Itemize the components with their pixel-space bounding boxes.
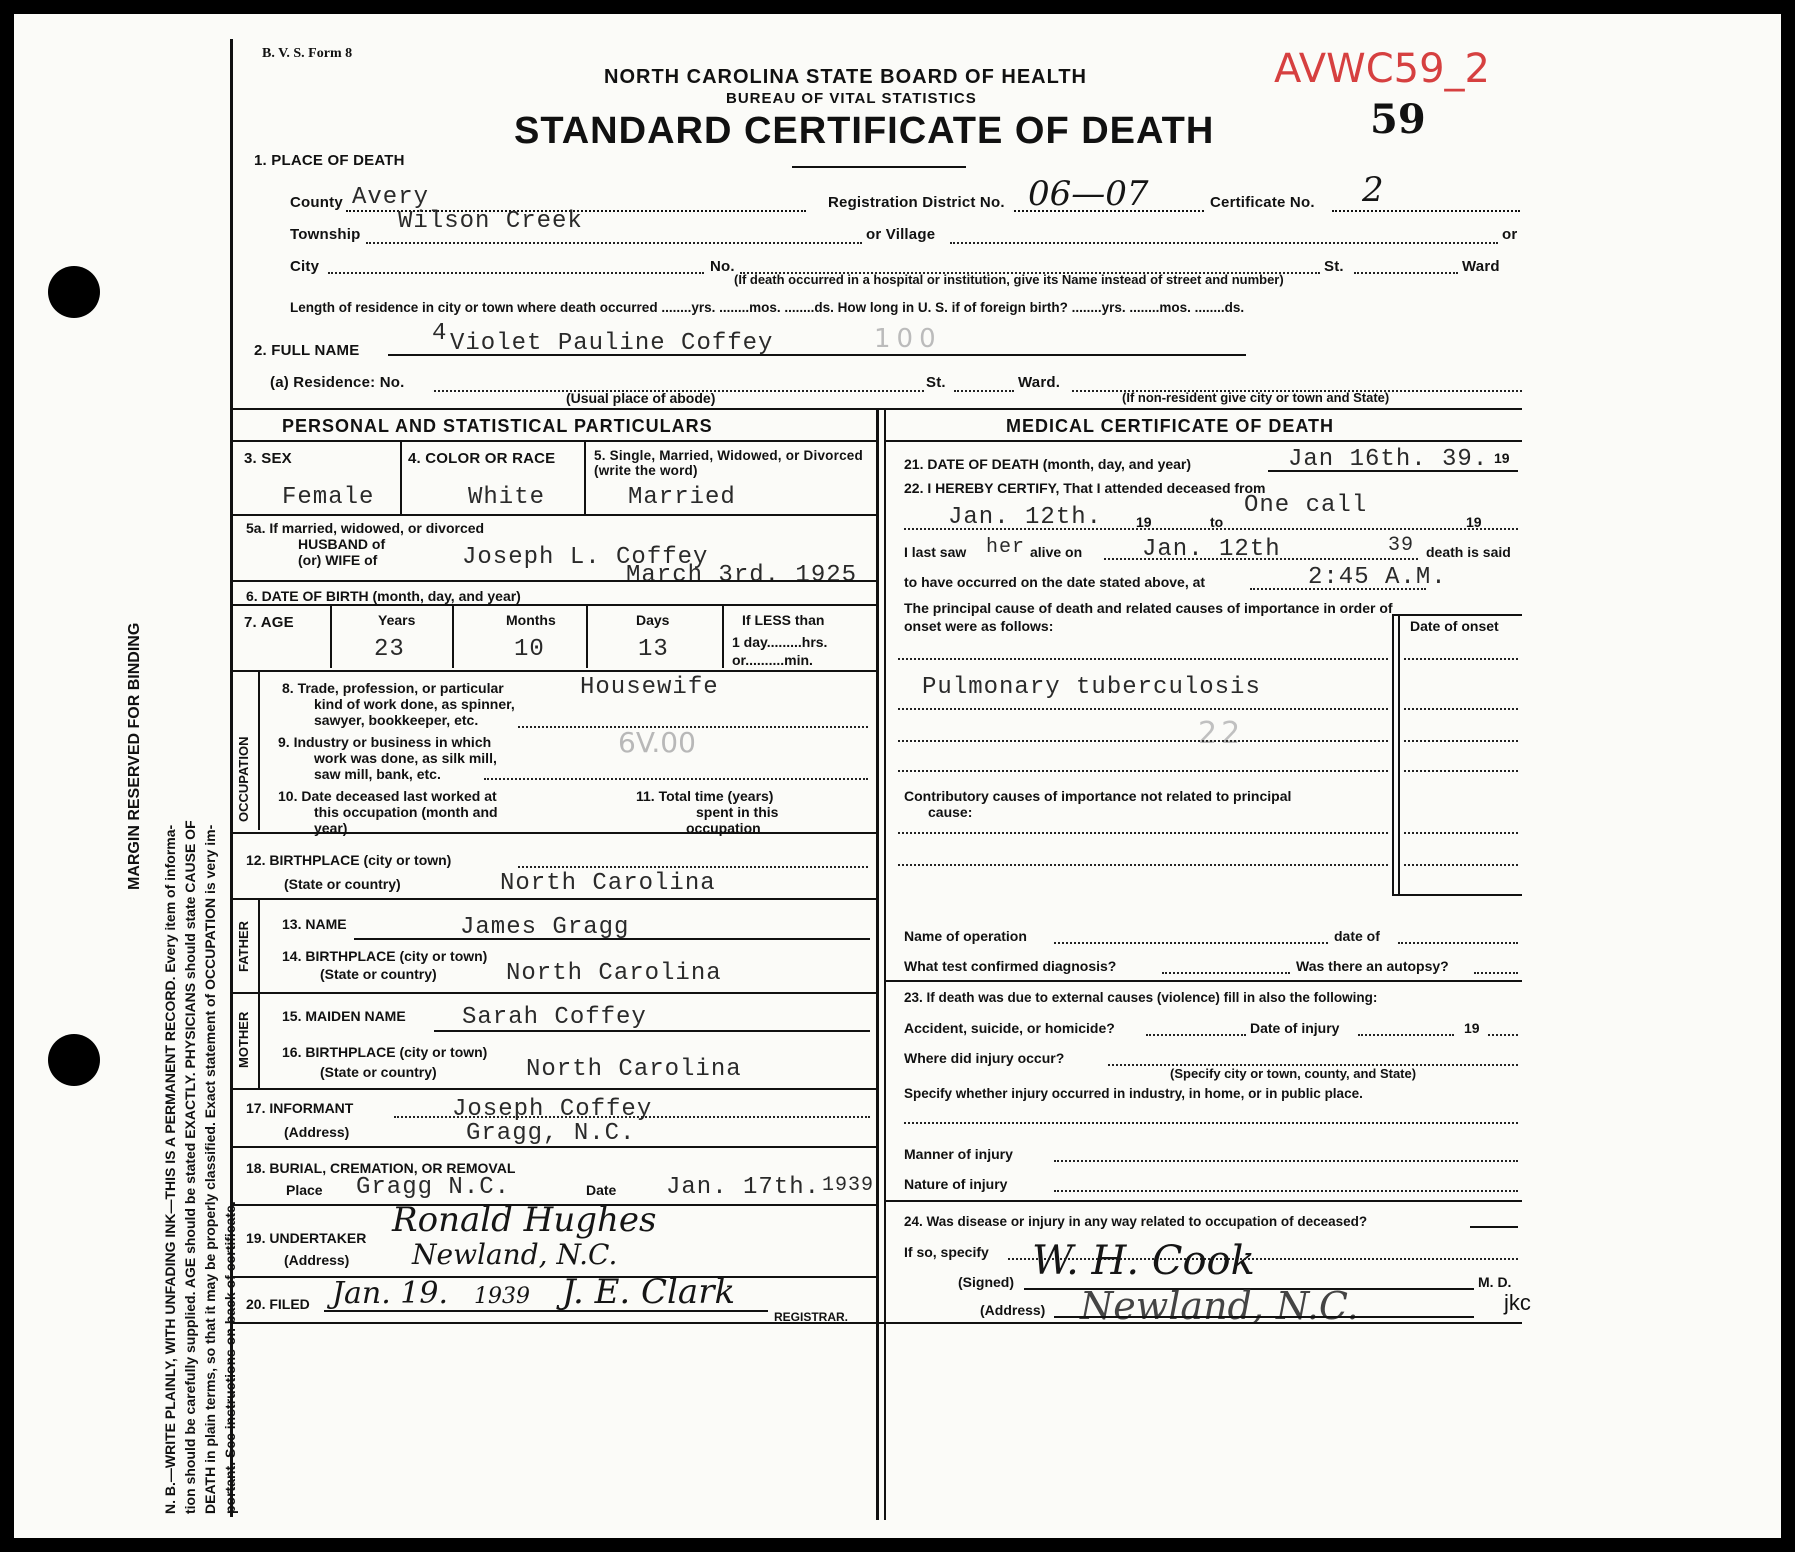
residence-st-line xyxy=(954,390,1014,392)
mother-maiden-label: 15. MAIDEN NAME xyxy=(282,1008,406,1024)
attended-from: Jan. 12th. xyxy=(948,504,1103,531)
age-divider-1 xyxy=(452,606,454,668)
birthplace-city-line xyxy=(518,866,868,868)
burial-label: 18. BURIAL, CREMATION, OR REMOVAL xyxy=(246,1160,516,1176)
hospital-note: (If death occurred in a hospital or institution, give its Name instead of street and number) xyxy=(734,272,1284,287)
age-label: 7. AGE xyxy=(244,614,294,631)
physician-address-label: (Address) xyxy=(980,1302,1046,1318)
contrib-line-1 xyxy=(898,832,1388,834)
city-label: City xyxy=(290,258,320,275)
last-saw-year: 39 xyxy=(1388,534,1415,557)
father-name-line xyxy=(354,938,870,940)
margin-instructions-3: DEATH in plain terms, so that it may be properly classified. Exact statement of OCCUPATION is very im- xyxy=(202,824,218,1514)
death-said-label: death is said xyxy=(1426,544,1511,560)
dod-line xyxy=(1268,470,1518,472)
initials: jkc xyxy=(1504,1290,1531,1315)
op-date-label: date of xyxy=(1334,928,1380,944)
name-code: 100 xyxy=(874,324,942,354)
county-value: Avery xyxy=(352,184,430,211)
margin-instructions-2: tion should be carefully supplied. AGE should be stated EXACTLY. PHYSICIANS should state CAUSE OF xyxy=(182,820,198,1514)
city-line xyxy=(328,272,704,274)
township-line xyxy=(366,242,862,244)
to-label: to xyxy=(1210,514,1224,530)
marital-value: Married xyxy=(628,484,736,511)
sex-value: Female xyxy=(282,484,375,511)
race-label: 4. COLOR OR RACE xyxy=(408,450,556,467)
dod-value: Jan 16th. 39. xyxy=(1288,446,1489,473)
mother-birthplace-label: 16. BIRTHPLACE (city or town) xyxy=(282,1044,488,1060)
cause-code: 22 xyxy=(1198,716,1245,751)
personal-header: PERSONAL AND STATISTICAL PARTICULARS xyxy=(282,416,713,436)
informant-value: Joseph Coffey xyxy=(452,1096,653,1123)
residence-label: (a) Residence: No. xyxy=(270,374,405,391)
last-worked-label-2: this occupation (month and xyxy=(314,804,498,820)
informant-label: 17. INFORMANT xyxy=(246,1100,354,1116)
title-underline xyxy=(792,166,966,168)
occupation-line xyxy=(232,832,876,834)
time-line xyxy=(1250,588,1426,590)
form-left-border xyxy=(230,39,233,1517)
page-title: STANDARD CERTIFICATE OF DEATH xyxy=(514,110,1215,152)
md-label: M. D. xyxy=(1478,1274,1512,1290)
total-time-label-3: occupation xyxy=(686,820,761,836)
certificate-line xyxy=(1332,210,1520,212)
full-name-label: 2. FULL NAME xyxy=(254,342,360,359)
contrib-line-2 xyxy=(898,864,1388,866)
occupation-question-line xyxy=(1470,1226,1518,1228)
specify-label: If so, specify xyxy=(904,1244,989,1260)
name-mark: 4 xyxy=(432,320,448,347)
village-line xyxy=(950,242,1498,244)
father-line xyxy=(232,992,876,994)
contrib-onset-1 xyxy=(1404,832,1518,834)
row-3-line xyxy=(232,514,876,516)
age-line xyxy=(232,670,876,672)
form-id: B. V. S. Form 8 xyxy=(262,46,353,61)
margin-instructions-4: portant. See instructions on back of certificate. xyxy=(222,1201,238,1514)
mother-line xyxy=(232,1088,876,1090)
registrar-label: REGISTRAR. xyxy=(774,1310,849,1324)
birthplace-state-label: (State or country) xyxy=(284,876,401,892)
certificate-value: 2 xyxy=(1362,170,1384,210)
marital-label: 5. Single, Married, Widowed, or Divorced (write the word) xyxy=(594,448,863,478)
mother-maiden-line xyxy=(434,1030,870,1032)
medical-mid-line xyxy=(884,980,1522,982)
registrar-signature: J. E. Clark xyxy=(562,1272,736,1312)
sex-divider xyxy=(400,442,402,514)
last-saw-label-2: alive on xyxy=(1030,544,1083,560)
injury-place-note: (Specify city or town, county, and State) xyxy=(1170,1066,1417,1081)
years-label: Years xyxy=(378,612,416,628)
mother-state-label: (State or country) xyxy=(320,1064,437,1080)
industry-label-3: saw mill, bank, etc. xyxy=(314,766,441,782)
death-certificate-page xyxy=(14,14,1781,1538)
undertaker-value: Ronald Hughes xyxy=(392,1200,657,1240)
spouse-label-2: HUSBAND of xyxy=(298,536,386,552)
to-nineteen: 19 xyxy=(1466,514,1482,530)
burial-date-label: Date xyxy=(586,1182,617,1198)
last-saw-date: Jan. 12th xyxy=(1142,536,1281,563)
margin-instructions-1: N. B.—WRITE PLAINLY, WITH UNFADING INK—THIS IS A PERMANENT RECORD. Every item of informa- xyxy=(162,824,178,1514)
onset-divider-2 xyxy=(1398,614,1400,894)
informant-address-label: (Address) xyxy=(284,1124,350,1140)
or-label: or xyxy=(1502,226,1518,243)
onset-line-2 xyxy=(1404,708,1518,710)
manner-label: Manner of injury xyxy=(904,1146,1013,1162)
occupation-question: 24. Was disease or injury in any way related to occupation of deceased? xyxy=(904,1214,1368,1229)
father-name-label: 13. NAME xyxy=(282,916,347,932)
test-label: What test confirmed diagnosis? xyxy=(904,958,1117,974)
industry-label-1: 9. Industry or business in which xyxy=(278,734,492,750)
informant-address-value: Gragg, N.C. xyxy=(466,1120,636,1147)
certificate-label: Certificate No. xyxy=(1210,194,1315,211)
nature-line xyxy=(1054,1190,1518,1192)
burial-date-value: Jan. 17th. xyxy=(666,1174,821,1201)
father-birthplace-label: 14. BIRTHPLACE (city or town) xyxy=(282,948,488,964)
father-name-value: James Gragg xyxy=(460,914,630,941)
dob-label: 6. DATE OF BIRTH (month, day, and year) xyxy=(246,588,521,604)
age-divider-2 xyxy=(586,606,588,668)
total-time-label-1: 11. Total time (years) xyxy=(636,788,774,804)
trade-label-2: kind of work done, as spinner, xyxy=(314,696,515,712)
burial-year-value: 1939 xyxy=(822,1174,875,1197)
township-value: Wilson Creek xyxy=(398,208,583,235)
race-divider xyxy=(584,442,586,514)
last-saw-line xyxy=(1104,558,1418,560)
district-label: Registration District No. xyxy=(828,194,1005,211)
trade-value: Housewife xyxy=(580,674,719,701)
operation-label: Name of operation xyxy=(904,928,1027,944)
injury-date-label: Date of injury xyxy=(1250,1020,1340,1036)
medical-header-line xyxy=(884,440,1522,442)
onset-line-4 xyxy=(1404,770,1518,772)
onset-divider xyxy=(1392,614,1394,894)
manner-line xyxy=(1054,1160,1518,1162)
sex-label: 3. SEX xyxy=(244,450,292,467)
signed-label: (Signed) xyxy=(958,1274,1014,1290)
archive-id: AVWC59_2 xyxy=(1274,46,1490,92)
full-name-value: Violet Pauline Coffey xyxy=(450,330,774,357)
nonresident-note: (If non-resident give city or town and State) xyxy=(1122,390,1390,405)
industry-label-2: work was done, as silk mill, xyxy=(314,750,497,766)
injury-place-label: Where did injury occur? xyxy=(904,1050,1065,1066)
from-nineteen: 19 xyxy=(1136,514,1152,530)
undertaker-label: 19. UNDERTAKER xyxy=(246,1230,367,1246)
autopsy-line xyxy=(1474,972,1518,974)
onset-top-line xyxy=(1392,614,1522,616)
spouse-label-1: 5a. If married, widowed, or divorced xyxy=(246,520,485,536)
occupation-divider xyxy=(258,670,260,830)
township-label: Township xyxy=(290,226,361,243)
board-title: NORTH CAROLINA STATE BOARD OF HEALTH xyxy=(604,66,1088,88)
days-label: Days xyxy=(636,612,670,628)
onset-label: Date of onset xyxy=(1410,618,1499,634)
informant-line-2 xyxy=(232,1146,876,1148)
onset-line-3 xyxy=(1404,740,1518,742)
binding-hole-bottom xyxy=(48,1034,100,1086)
contrib-onset-2 xyxy=(1404,864,1518,866)
race-value: White xyxy=(468,484,546,511)
street-no-label: No. xyxy=(710,258,735,275)
dob-value: March 3rd. 1925 xyxy=(626,562,858,589)
attended-line xyxy=(904,528,1518,530)
birthplace-line xyxy=(232,898,876,900)
burial-place-value: Gragg N.C. xyxy=(356,1174,511,1201)
father-state-label: (State or country) xyxy=(320,966,437,982)
injury-year-line xyxy=(1488,1034,1518,1036)
contrib-label-2: cause: xyxy=(928,804,973,820)
filed-year: 1939 xyxy=(474,1284,530,1309)
time-value: 2:45 A.M. xyxy=(1308,564,1447,591)
cause-line-1 xyxy=(898,658,1388,660)
dod-nineteen: 19 xyxy=(1494,450,1510,466)
margin-binding-note: MARGIN RESERVED FOR BINDING xyxy=(126,622,143,890)
physician-address-line xyxy=(1054,1316,1474,1318)
external-label: 23. If death was due to external causes (violence) fill in also the following: xyxy=(904,990,1378,1005)
mother-birthplace-value: North Carolina xyxy=(526,1056,742,1083)
filed-line xyxy=(324,1310,768,1312)
personal-header-line xyxy=(232,440,876,442)
residence-st-label: St. xyxy=(926,374,946,391)
residence-ward-label: Ward. xyxy=(1018,374,1061,391)
cause-line-4 xyxy=(898,770,1388,772)
accident-line xyxy=(1146,1034,1246,1036)
op-date-line xyxy=(1398,942,1518,944)
informant-line xyxy=(394,1116,870,1118)
abode-note: (Usual place of abode) xyxy=(566,390,716,406)
months-label: Months xyxy=(506,612,556,628)
cause-box-bottom xyxy=(1392,894,1522,896)
medical-lower-line xyxy=(884,1200,1522,1202)
birthplace-label: 12. BIRTHPLACE (city or town) xyxy=(246,852,452,868)
full-name-line xyxy=(388,354,1246,356)
cause-intro-2: onset were as follows: xyxy=(904,618,1054,634)
nature-label: Nature of injury xyxy=(904,1176,1008,1192)
industry-line xyxy=(484,778,868,780)
district-value: 06—07 xyxy=(1028,174,1149,214)
village-label: or Village xyxy=(866,226,936,243)
cause-line-2 xyxy=(898,708,1388,710)
county-label: County xyxy=(290,194,343,211)
dod-label: 21. DATE OF DEATH (month, day, and year) xyxy=(904,456,1192,472)
form-bottom-border xyxy=(232,1322,1522,1324)
column-divider xyxy=(876,410,879,1520)
last-worked-label-1: 10. Date deceased last worked at xyxy=(278,788,497,804)
undertaker-address-value: Newland, N.C. xyxy=(412,1238,618,1271)
filed-value: Jan. 19. xyxy=(332,1276,449,1311)
burial-place-label: Place xyxy=(286,1182,323,1198)
father-birthplace-value: North Carolina xyxy=(506,960,722,987)
industry-code: 6V.00 xyxy=(618,726,696,759)
injury-date-nineteen: 19 xyxy=(1464,1020,1480,1036)
ward-label: Ward xyxy=(1462,258,1500,275)
spouse-line xyxy=(232,580,876,582)
binding-hole-top xyxy=(48,266,100,318)
injury-location-line xyxy=(904,1122,1518,1124)
last-saw-pronoun: her xyxy=(986,536,1026,559)
test-line xyxy=(1162,972,1290,974)
contrib-label-1: Contributory causes of importance not related to principal xyxy=(904,788,1292,804)
dob-line xyxy=(232,604,876,606)
place-of-death-label: 1. PLACE OF DEATH xyxy=(254,152,405,169)
father-side-label: FATHER xyxy=(236,920,251,972)
months-value: 10 xyxy=(514,636,545,663)
district-line xyxy=(1014,210,1204,212)
physician-signature: W. H. Cook xyxy=(1032,1238,1255,1284)
birthplace-value: North Carolina xyxy=(500,870,716,897)
bureau-title: BUREAU OF VITAL STATISTICS xyxy=(726,90,977,107)
accident-label: Accident, suicide, or homicide? xyxy=(904,1020,1115,1036)
mother-side-label: MOTHER xyxy=(236,1011,251,1068)
less-label: If LESS than xyxy=(742,612,825,628)
cause-value: Pulmonary tuberculosis xyxy=(922,674,1261,701)
autopsy-label: Was there an autopsy? xyxy=(1296,958,1449,974)
last-worked-label-3: year) xyxy=(314,820,348,836)
undertaker-address-label: (Address) xyxy=(284,1252,350,1268)
injury-date-line xyxy=(1358,1034,1454,1036)
onset-line-1 xyxy=(1404,658,1518,660)
father-divider xyxy=(258,898,260,992)
certify-label: 22. I HEREBY CERTIFY, That I attended deceased from xyxy=(904,480,1266,496)
total-time-label-2: spent in this xyxy=(696,804,779,820)
occurred-label: to have occurred on the date stated above, at xyxy=(904,574,1206,590)
occupation-side-label: OCCUPATION xyxy=(236,736,251,822)
ward-line xyxy=(1354,272,1458,274)
operation-line xyxy=(1054,942,1328,944)
residence-length: Length of residence in city or town where death occurred ........yrs. ........mos. ........ds. How long in U. S. if of foreign birth? ........yrs. ........mos. ........ds. xyxy=(290,300,1245,315)
street-label: St. xyxy=(1324,258,1344,275)
last-saw-label: I last saw xyxy=(904,544,967,560)
years-value: 23 xyxy=(374,636,405,663)
age-divider-0 xyxy=(330,606,332,668)
or-min: or..........min. xyxy=(732,652,813,668)
mother-divider xyxy=(258,992,260,1088)
trade-label-3: sawyer, bookkeeper, etc. xyxy=(314,712,479,728)
page-number: 59 xyxy=(1370,96,1426,143)
filed-label: 20. FILED xyxy=(246,1296,310,1312)
day-hrs: 1 day.........hrs. xyxy=(732,634,828,650)
spouse-label-3: (or) WIFE of xyxy=(298,552,378,568)
age-divider-3 xyxy=(722,606,724,668)
attended-to: One call xyxy=(1244,492,1368,519)
spouse-value: Joseph L. Coffey xyxy=(462,544,709,571)
physician-address-value: Newland, N.C. xyxy=(1080,1284,1359,1328)
cause-intro-1: The principal cause of death and related causes of importance in order of xyxy=(904,600,1393,616)
injury-location-label: Specify whether injury occurred in industry, in home, or in public place. xyxy=(904,1086,1363,1101)
cause-line-3 xyxy=(898,740,1388,742)
trade-label-1: 8. Trade, profession, or particular xyxy=(282,680,504,696)
column-divider-2 xyxy=(884,410,886,1520)
days-value: 13 xyxy=(638,636,669,663)
mother-maiden-value: Sarah Coffey xyxy=(462,1004,647,1031)
medical-header: MEDICAL CERTIFICATE OF DEATH xyxy=(1006,416,1334,436)
undertaker-line xyxy=(232,1276,876,1278)
